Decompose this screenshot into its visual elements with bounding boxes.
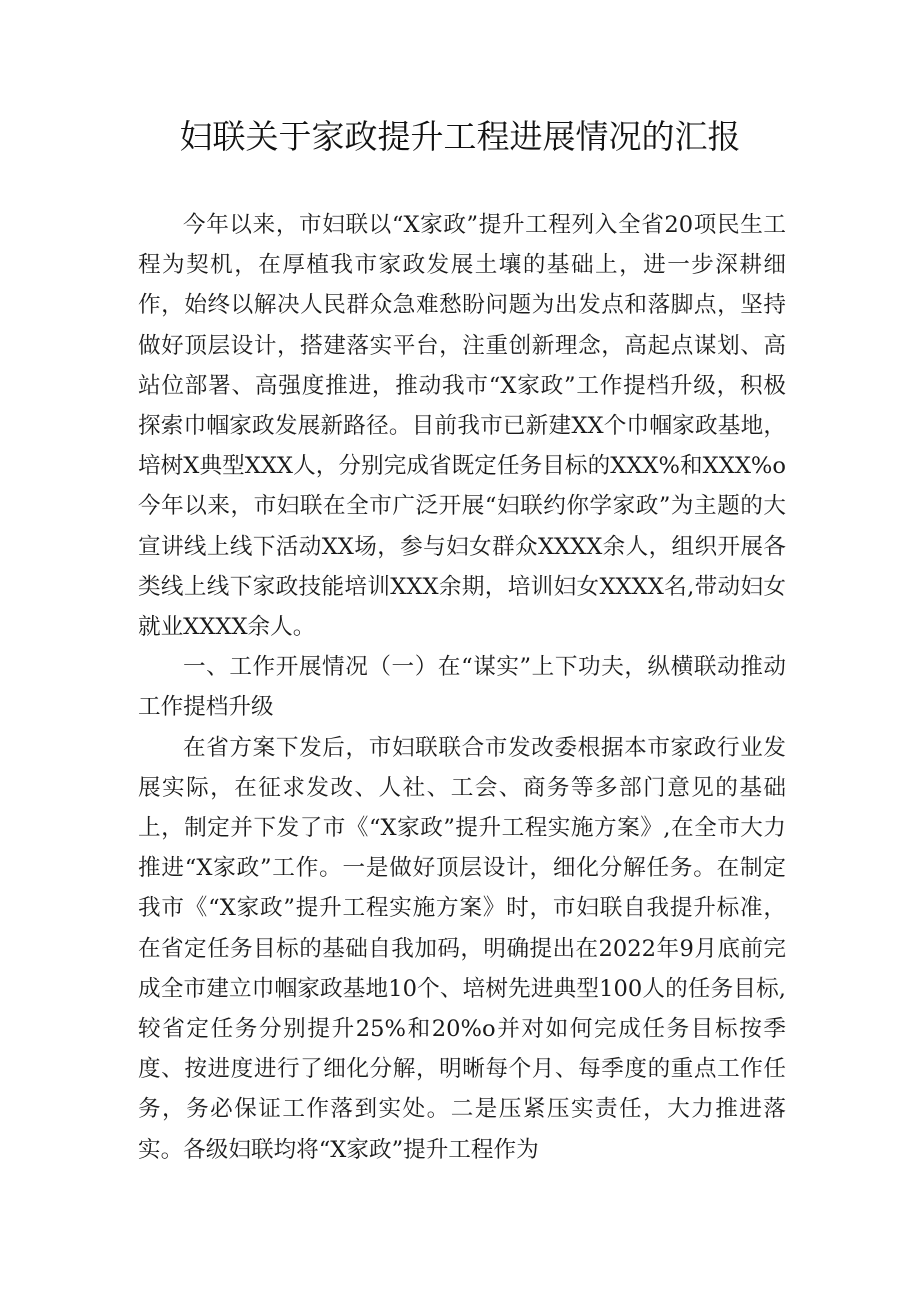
section-heading-paragraph: 一、工作开展情况（一）在“谋实”上下功夫，纵横联动推动工作提档升级 [138, 654, 786, 721]
intro-paragraph: 今年以来，市妇联以“X家政”提升工程列入全省20项民生工程为契机，在厚植我市家政发展土壤的基础上，进一步深耕细作，始终以解决人民群众急难愁盼问题为出发点和落脚点，坚持做好顶层设计，搭建落实平台，注重创新理念，高起点谋划、高站位部署、高强度推进，推动我市“X家政”工作提档升级，积极探索巾帼家政发展新路径。目前我市已新建XX个巾帼家政基地，培树X典型XXX人，分别完成省既定任务目标的XXX%和XXX%o今年以来，市妇联在全市广泛开展“妇联约你学家政”为主题的大宣讲线上线下活动XX场，参与妇女群众XXXX余人，组织开展各类线上线下家政技能培训XXX余期，培训妇女XXXX名,带动妇女就业XXXX余人。 [138, 212, 786, 641]
document-body [138, 205, 786, 1170]
document-title: 妇联关于家政提升工程进展情况的汇报 [179, 117, 741, 156]
body-paragraph: 在省方案下发后，市妇联联合市发改委根据本市家政行业发展实际，在征求发改、人社、工会、商务等多部门意见的基础上，制定并下发了市《“X家政”提升工程实施方案》,在全市大力推进“X家政”工作。一是做好顶层设计，细化分解任务。在制定我市《“X家政”提升工程实施方案》时，市妇联自我提升标准，在省定任务目标的基础自我加码，明确提出在2022年9月底前完成全市建立巾帼家政基地10个、培树先进典型100人的任务目标,较省定任务分别提升25%和20%o并对如何完成任务目标按季度、按进度进行了细化分解，明晰每个月、每季度的重点工作任务，务必保证工作落到实处。二是压紧压实责任，大力推进落实。各级妇联均将“X家政”提升工程作为 [138, 734, 786, 1163]
